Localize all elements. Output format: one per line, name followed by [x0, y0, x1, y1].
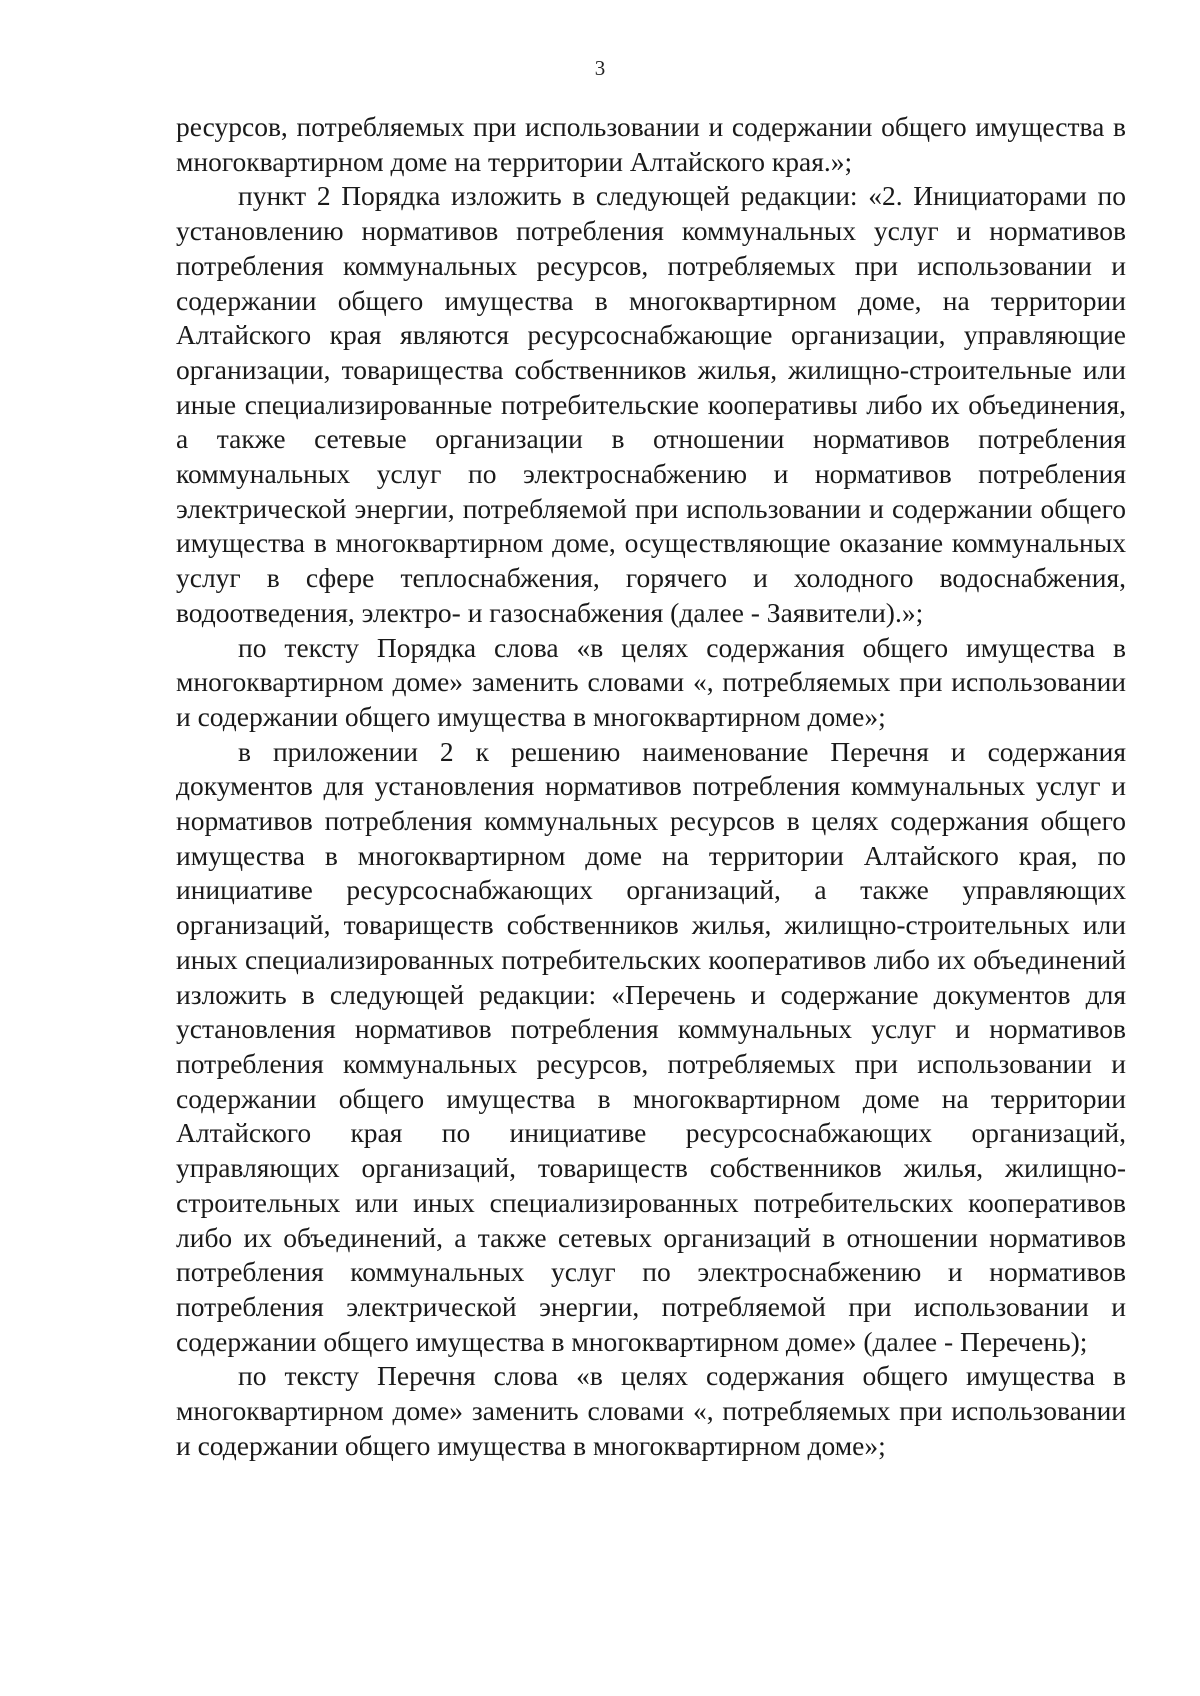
paragraph-5: по тексту Перечня слова «в целях содержания общего имущества в многоквартирном доме» заменить словами «, потребляемых при использовании и содержании общего имущества в многоквартирном доме»; — [176, 1360, 1126, 1461]
paragraph-2: пункт 2 Порядка изложить в следующей редакции: «2. Инициаторами по установлению нормативов потребления коммунальных услуг и нормативов потребления коммунальных ресурсов, потребляемых при использовании и содержании общего имущества в многоквартирном доме, на территории Алтайского края являются ресурсоснабжающие организации, управляющие организации, товарищества собственников жилья, жилищно-строительные или иные специализированные потребительские кооперативы либо их объединения, а также сетевые организации в отношении нормативов потребления коммунальных услуг по электроснабжению и нормативов потребления электрической энергии, потребляемой при использовании и содержании общего имущества в многоквартирном доме, осуществляющие оказание коммунальных услуг в сфере теплоснабжения, горячего и холодного водоснабжения, водоотведения, электро- и газоснабжения (далее - Заявители).»; — [176, 180, 1126, 628]
paragraph-3: по тексту Порядка слова «в целях содержания общего имущества в многоквартирном доме» заменить словами «, потребляемых при использовании и содержании общего имущества в многоквартирном доме»; — [176, 631, 1126, 732]
document-body — [176, 110, 1126, 1463]
paragraph-4: в приложении 2 к решению наименование Перечня и содержания документов для установления нормативов потребления коммунальных услуг и нормативов потребления коммунальных ресурсов в целях содержания общего имущества в многоквартирном доме на территории Алтайского края, по инициативе ресурсоснабжающих организаций, а также управляющих организаций, товариществ собственников жилья, жилищно-строительных или иных специализированных потребительских кооперативов либо их объединений изложить в следующей редакции: «Перечень и содержание документов для установления нормативов потребления коммунальных услуг и нормативов потребления коммунальных ресурсов, потребляемых при использовании и содержании общего имущества в многоквартирном доме на территории Алтайского края по инициативе ресурсоснабжающих организаций, управляющих организаций, товариществ собственников жилья, жилищно-строительных или иных специализированных потребительских кооперативов либо их объединений, а также сетевых организаций в отношении нормативов потребления коммунальных услуг по электроснабжению и нормативов потребления электрической энергии, потребляемой при использовании и содержании общего имущества в многоквартирном доме» (далее - Перечень); — [176, 735, 1126, 1357]
page-number: 3 — [594, 56, 606, 80]
paragraph-1: ресурсов, потребляемых при использовании и содержании общего имущества в многоквартирном доме на территории Алтайского края.»; — [176, 111, 1126, 177]
